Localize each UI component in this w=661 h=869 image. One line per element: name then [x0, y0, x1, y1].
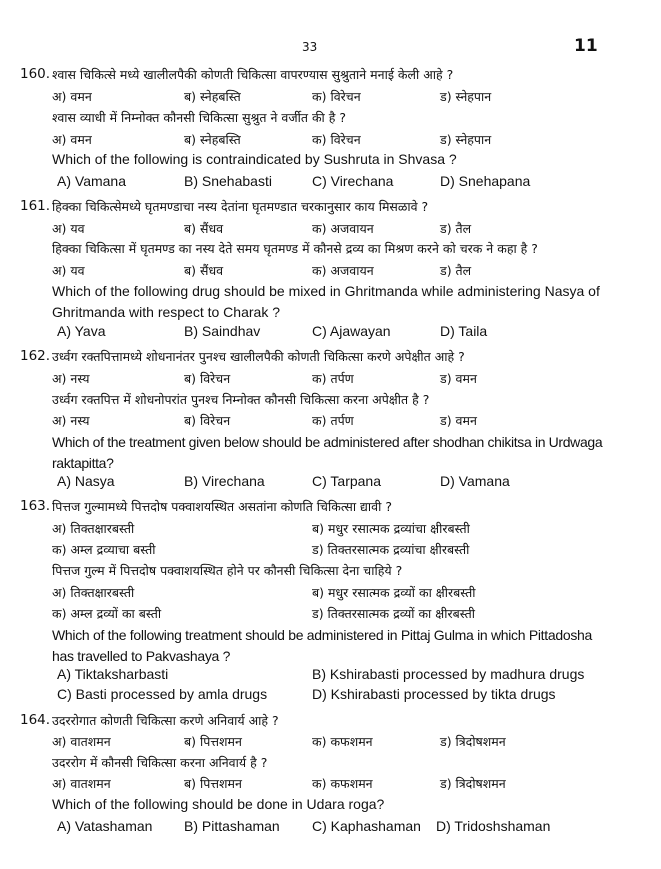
option-marathi: ब) स्नेहबस्ति [184, 89, 241, 104]
option-marathi: क) तर्पण [312, 371, 354, 386]
option-english: D) Tridoshshaman [436, 818, 551, 834]
option-marathi: अ) तिक्तक्षारबस्ती [52, 521, 135, 536]
option-english: C) Ajawayan [312, 323, 391, 339]
option-hindi: ड) तिक्तरसात्मक द्रव्यों का क्षीरबस्ती [312, 606, 475, 621]
option-english: D) Snehapana [440, 173, 531, 189]
option-english: C) Kaphashaman [312, 818, 421, 834]
option-marathi: क) कफशमन [312, 734, 373, 749]
option-english: B) Snehabasti [184, 173, 272, 189]
option-marathi: क) विरेचन [312, 89, 361, 104]
option-hindi: अ) यव [52, 263, 85, 278]
question-marathi: श्वास चिकित्से मध्ये खालीलपैकी कोणती चिकित्सा वापरण्यास सुश्रुताने मनाई केली आहे ? [52, 67, 454, 82]
option-english: B) Virechana [184, 473, 265, 489]
option-hindi: ड) वमन [440, 413, 477, 428]
question-english: Which of the following is contraindicated by Sushruta in Shvasa ? [52, 151, 457, 167]
option-hindi: क) अम्ल द्रव्यों का बस्ती [52, 606, 162, 621]
option-english: C) Virechana [312, 173, 394, 189]
option-english: A) Vamana [57, 173, 126, 189]
option-marathi: ड) त्रिदोषशमन [440, 734, 506, 749]
question-marathi: उदररोगात कोणती चिकित्सा करणे अनिवार्य आहे ? [52, 713, 279, 728]
option-marathi: ब) पित्तशमन [184, 734, 242, 749]
question-marathi: पित्तज गुल्मामध्ये पित्तदोष पक्वाशयस्थित असतांना कोणति चिकित्सा द्यावी ? [52, 499, 392, 514]
question-english: Which of the following should be done in Udara roga? [52, 796, 385, 812]
question-hindi: पित्तज गुल्म में पित्तदोष पक्वाशयस्थित होने पर कौनसी चिकित्सा देना चाहिये ? [52, 563, 403, 578]
option-hindi: ड) स्नेहपान [440, 132, 492, 147]
option-marathi: क) अजवायन [312, 221, 374, 236]
option-hindi: अ) तिक्तक्षारबस्ती [52, 585, 135, 600]
option-hindi: क) तर्पण [312, 413, 354, 428]
question-english: Which of the treatment given below should be administered after shodhan chikitsa in Urdwaga raktapitta? [52, 434, 603, 471]
option-marathi: ड) स्नेहपान [440, 89, 492, 104]
option-english: C) Tarpana [312, 473, 382, 489]
question-number: 164. [20, 712, 51, 728]
set-code: 11 [574, 36, 598, 56]
option-marathi: ड) वमन [440, 371, 477, 386]
option-hindi: अ) वातशमन [52, 776, 111, 791]
option-english: B) Saindhav [184, 323, 261, 339]
question-english: Which of the following treatment should be administered in Pittaj Gulma in which Pittadosha has travelled to Pakvashaya ? [52, 627, 592, 664]
option-marathi: ब) सैंधव [184, 221, 224, 236]
option-english: A) Yava [57, 323, 106, 339]
option-english: D) Vamana [440, 473, 510, 489]
option-marathi: ड) तिक्तरसात्मक द्रव्यांचा क्षीरबस्ती [312, 542, 470, 557]
question-hindi: उदररोग में कौनसी चिकित्सा करना अनिवार्य है ? [52, 755, 268, 770]
option-hindi: ब) मधुर रसात्मक द्रव्यों का क्षीरबस्ती [312, 585, 476, 600]
question-number: 163. [20, 498, 51, 514]
option-english: A) Nasya [57, 473, 115, 489]
question-number: 160. [20, 66, 51, 82]
option-hindi: ड) त्रिदोषशमन [440, 776, 506, 791]
option-hindi: ब) पित्तशमन [184, 776, 242, 791]
option-hindi: ड) तैल [440, 263, 472, 278]
option-marathi: ब) विरेचन [184, 371, 231, 386]
option-marathi: अ) यव [52, 221, 85, 236]
option-hindi: क) कफशमन [312, 776, 373, 791]
option-english: A) Tiktaksharbasti [57, 666, 169, 682]
question-hindi: हिक्का चिकित्सा में घृतमण्ड का नस्य देते समय घृतमण्ड में कौनसे द्रव्य का मिश्रण करने को चरक ने कहा है ? [52, 241, 538, 256]
question-hindi: उर्ध्वग रक्तपित्त में शोधनोपरांत पुनश्च निम्नोक्त कौनसी चिकित्सा करना अपेक्षीत है ? [52, 392, 430, 407]
question-hindi: श्वास व्याधी में निम्नोक्त कौनसी चिकित्सा सुश्रुत ने वर्जीत की है ? [52, 110, 347, 125]
option-marathi: क) अम्ल द्रव्याचा बस्ती [52, 542, 156, 557]
option-hindi: ब) सैंधव [184, 263, 224, 278]
option-english: B) Kshirabasti processed by madhura drugs [312, 666, 585, 682]
option-hindi: क) अजवायन [312, 263, 374, 278]
question-number: 161. [20, 198, 51, 214]
option-marathi: ड) तैल [440, 221, 472, 236]
question-number: 162. [20, 348, 51, 364]
option-english: D) Taila [440, 323, 488, 339]
option-english: A) Vatashaman [57, 818, 153, 834]
question-english: Which of the following drug should be mixed in Ghritmanda while administering Nasya of Ghritmanda with respect to Charak ? [52, 283, 600, 320]
option-marathi: अ) नस्य [52, 371, 90, 386]
question-marathi: हिक्का चिकित्सेमध्ये घृतमण्डाचा नस्य देतांना घृतमण्डात चरकानुसार काय मिसळावे ? [52, 199, 429, 214]
question-marathi: उर्ध्वग रक्तपित्तामध्ये शोधनानंतर पुनश्च खालीलपैकी कोणती चिकित्सा करणे अपेक्षीत आहे ? [52, 349, 465, 364]
option-hindi: अ) वमन [52, 132, 92, 147]
option-marathi: अ) वमन [52, 89, 92, 104]
option-english: C) Basti processed by amla drugs [57, 686, 268, 702]
option-hindi: क) विरेचन [312, 132, 361, 147]
option-hindi: ब) स्नेहबस्ति [184, 132, 241, 147]
option-hindi: अ) नस्य [52, 413, 90, 428]
option-marathi: ब) मधुर रसात्मक द्रव्यांचा क्षीरबस्ती [312, 521, 470, 536]
option-english: B) Pittashaman [184, 818, 280, 834]
option-english: D) Kshirabasti processed by tikta drugs [312, 686, 556, 702]
option-hindi: ब) विरेचन [184, 413, 231, 428]
option-marathi: अ) वातशमन [52, 734, 111, 749]
page-number: 33 [302, 40, 318, 54]
